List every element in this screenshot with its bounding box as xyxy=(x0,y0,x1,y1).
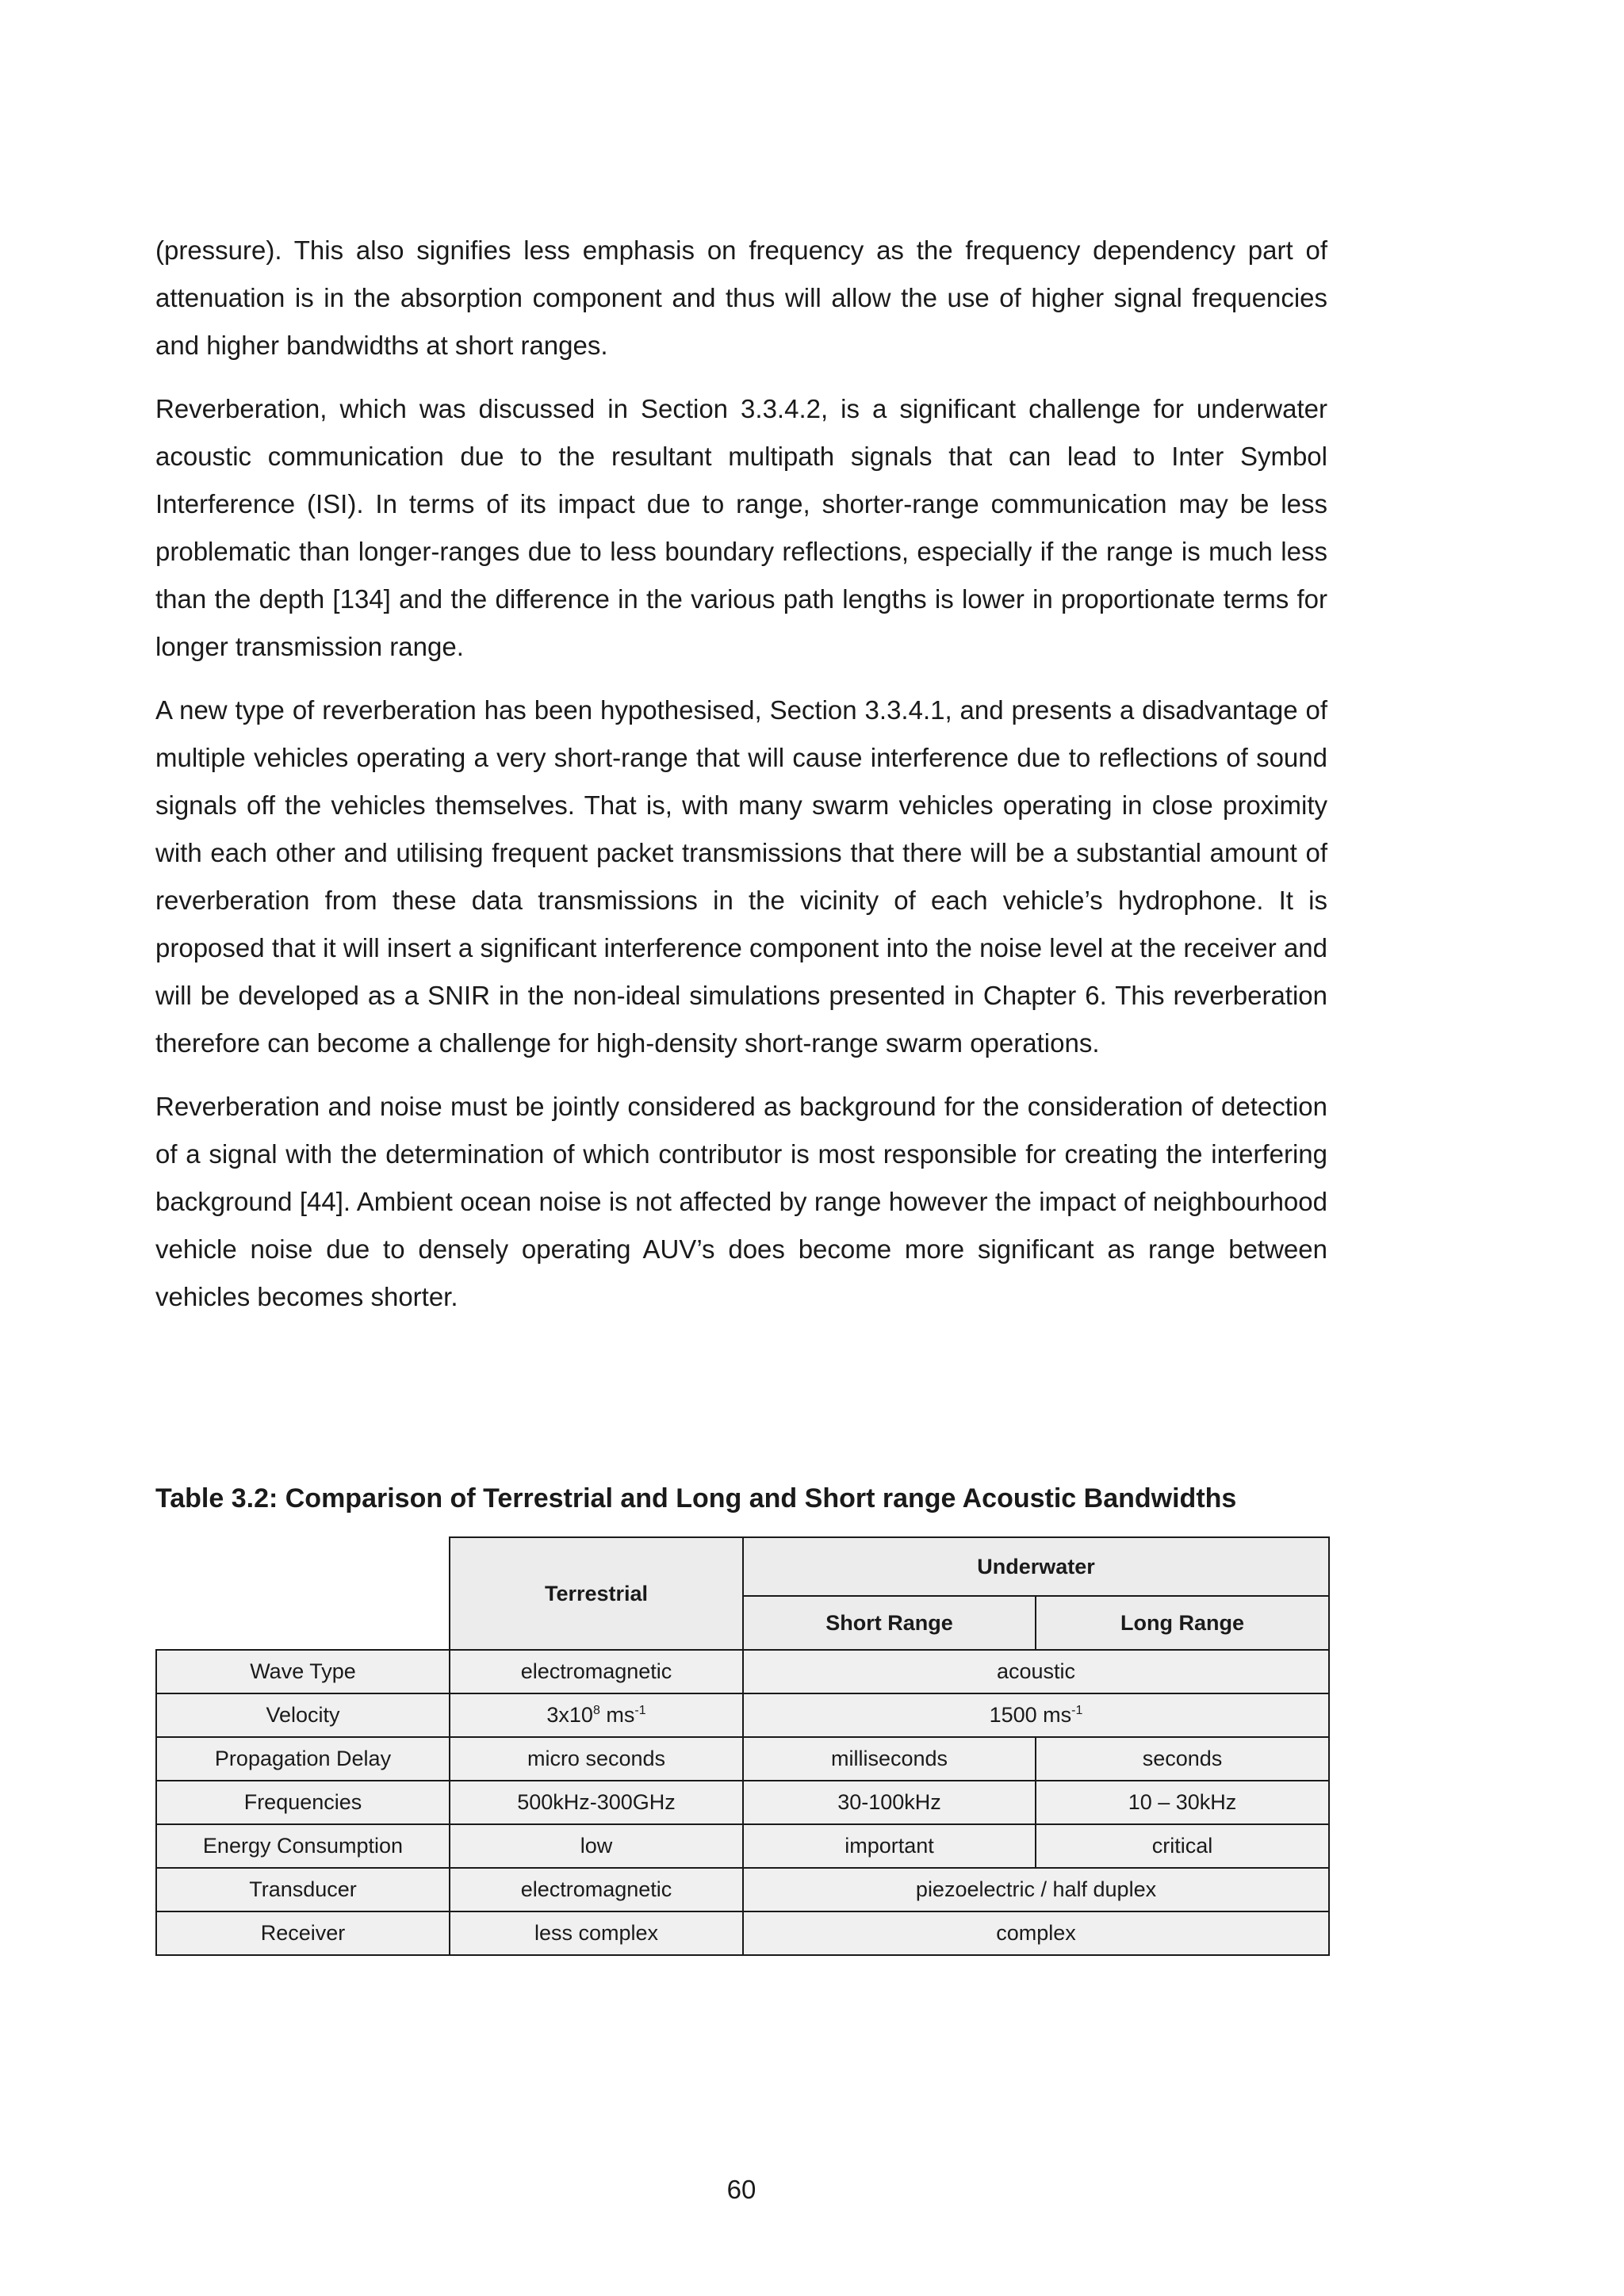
cell-terrestrial: electromagnetic xyxy=(450,1650,743,1693)
cell-short-range: milliseconds xyxy=(743,1737,1036,1781)
table-row xyxy=(156,1737,1329,1781)
cell-short-range: 30-100kHz xyxy=(743,1781,1036,1824)
paragraph-3: A new type of reverberation has been hypothesised, Section 3.3.4.1, and presents a disadvantage of multiple vehicles operating a very short-range that will cause interference due to reflections of sound signals off the vehicles themselves. That is, with many swarm vehicles operating in close proximity with each other and utilising frequent packet transmissions that there will be a substantial amount of reverberation from these data transmissions in the vicinity of each vehicle’s hydrophone. It is proposed that it will insert a significant interference component into the noise level at the receiver and will be developed as a SNIR in the non-ideal simulations presented in Chapter 6. This reverberation therefore can become a challenge for high-density short-range swarm operations. xyxy=(155,695,1327,1058)
row-label: Frequencies xyxy=(156,1781,450,1824)
cell-terrestrial: micro seconds xyxy=(450,1737,743,1781)
cell-long-range: 10 – 30kHz xyxy=(1036,1781,1329,1824)
velocity-terrestrial-base: 3x10 xyxy=(546,1703,593,1727)
cell-terrestrial: less complex xyxy=(450,1911,743,1955)
cell-terrestrial xyxy=(450,1693,743,1737)
table-row xyxy=(156,1693,1329,1737)
row-label: Transducer xyxy=(156,1868,450,1911)
cell-long-range: critical xyxy=(1036,1824,1329,1868)
row-label: Receiver xyxy=(156,1911,450,1955)
row-label: Energy Consumption xyxy=(156,1824,450,1868)
row-label: Propagation Delay xyxy=(156,1737,450,1781)
cell-underwater xyxy=(743,1693,1329,1737)
table-row xyxy=(156,1824,1329,1868)
header-underwater: Underwater xyxy=(743,1537,1329,1596)
table-corner xyxy=(156,1537,450,1650)
table-row xyxy=(156,1911,1329,1955)
table-row xyxy=(156,1650,1329,1693)
cell-terrestrial: low xyxy=(450,1824,743,1868)
paragraph-4: Reverberation and noise must be jointly considered as background for the consideration of detection of a signal with the determination of which contributor is most responsible for creating the interfering background [44]. Ambient ocean noise is not affected by range however the impact of neighbourhood vehicle noise due to densely operating AUV’s does become more significant as range between vehicles becomes shorter. xyxy=(155,1092,1327,1311)
table-header-row xyxy=(156,1537,1329,1596)
header-terrestrial: Terrestrial xyxy=(450,1537,743,1650)
velocity-terrestrial-exp: 8 xyxy=(592,1704,600,1717)
velocity-underwater-exp: -1 xyxy=(1071,1704,1083,1717)
body-text xyxy=(155,227,1327,1337)
paragraph-2: Reverberation, which was discussed in Section 3.3.4.2, is a significant challenge for underwater acoustic communication due to the resultant multipath signals that can lead to Inter Symbol Interference (ISI). In terms of its impact due to range, shorter-range communication may be less problematic than longer-ranges due to less boundary reflections, especially if the range is much less than the depth [134] and the difference in the various path lengths is lower in proportionate terms for longer transmission range. xyxy=(155,394,1327,661)
velocity-terrestrial-unit-exp: -1 xyxy=(634,1704,646,1717)
cell-underwater: acoustic xyxy=(743,1650,1329,1693)
cell-terrestrial: 500kHz-300GHz xyxy=(450,1781,743,1824)
velocity-terrestrial-unit: ms xyxy=(599,1703,635,1727)
cell-underwater: piezoelectric / half duplex xyxy=(743,1868,1329,1911)
velocity-underwater-base: 1500 ms xyxy=(989,1703,1072,1727)
header-long-range: Long Range xyxy=(1036,1596,1329,1650)
row-label: Wave Type xyxy=(156,1650,450,1693)
cell-terrestrial: electromagnetic xyxy=(450,1868,743,1911)
table-caption: Table 3.2: Comparison of Terrestrial and Long and Short range Acoustic Bandwidths xyxy=(155,1483,1237,1513)
paragraph-1: (pressure). This also signifies less emphasis on frequency as the frequency dependency part of attenuation is in the absorption component and thus will allow the use of higher signal frequencies and higher bandwidths at short ranges. xyxy=(155,235,1327,360)
cell-long-range: seconds xyxy=(1036,1737,1329,1781)
comparison-table xyxy=(155,1536,1330,1956)
row-label: Velocity xyxy=(156,1693,450,1737)
cell-underwater: complex xyxy=(743,1911,1329,1955)
cell-short-range: important xyxy=(743,1824,1036,1868)
table-row xyxy=(156,1781,1329,1824)
page-number: 60 xyxy=(726,2175,756,2204)
header-short-range: Short Range xyxy=(743,1596,1036,1650)
table-row xyxy=(156,1868,1329,1911)
